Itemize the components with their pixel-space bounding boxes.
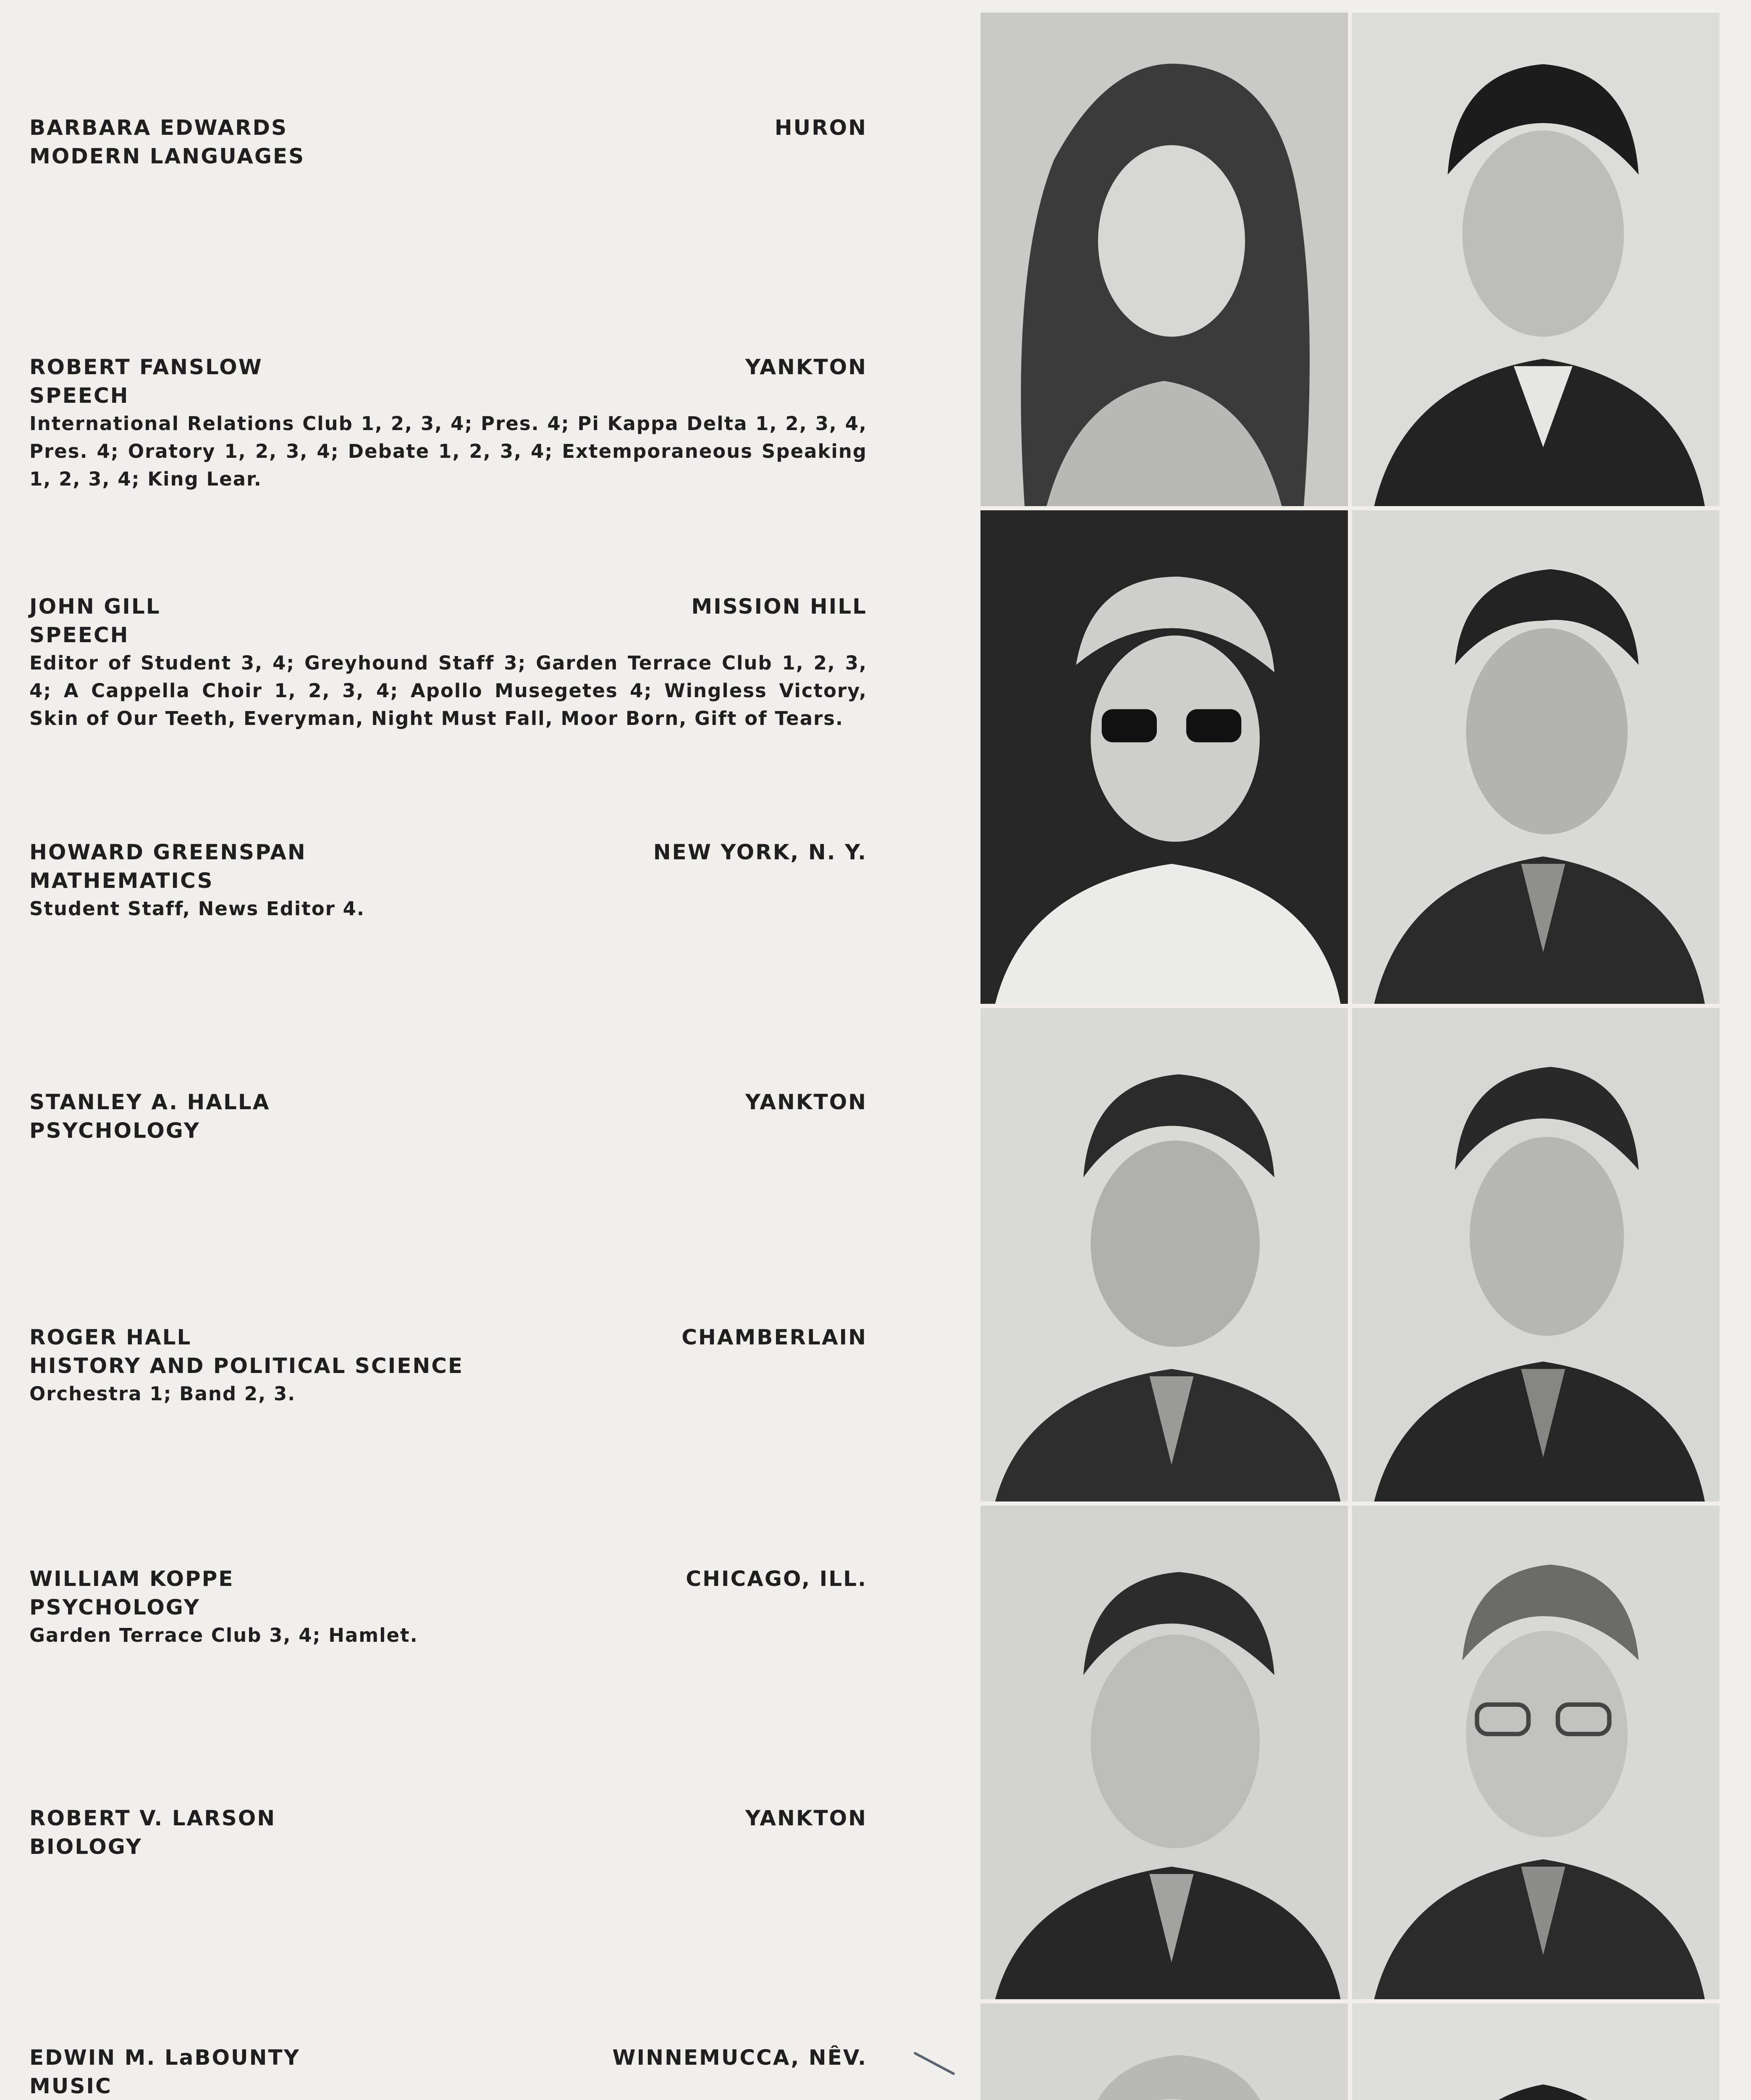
- student-name: BARBARA EDWARDS: [29, 116, 288, 140]
- student-hometown: NEW YORK, N. Y.: [653, 840, 867, 864]
- portrait-image: [980, 510, 1348, 1004]
- student-entry: [29, 838, 867, 923]
- student-major: MUSIC: [29, 2074, 112, 2098]
- student-name: ROBERT V. LARSON: [29, 1806, 276, 1830]
- portrait-photo: [980, 1008, 1348, 1502]
- portrait-image: [1352, 1008, 1720, 1502]
- pencil-mark: [913, 2052, 955, 2076]
- student-hometown: CHICAGO, ILL.: [686, 1567, 867, 1591]
- student-activities: International Relations Club 1, 2, 3, 4; Pres. 4; Pi Kappa Delta 1, 2, 3, 4, Pres. 4; Oratory 1, 2, 3, 4; Debate 1, 2, 3, 4; Extemporaneous Speaking 1, 2, 3, 4; King Lear.: [29, 412, 867, 490]
- portrait-photo: [1352, 13, 1720, 506]
- portrait-image: [1352, 1506, 1720, 1999]
- portrait-photo: [980, 510, 1348, 1004]
- portrait-image: [1352, 510, 1720, 1004]
- student-major: PSYCHOLOGY: [29, 1118, 200, 1143]
- student-major: MODERN LANGUAGES: [29, 144, 305, 168]
- student-major: MATHEMATICS: [29, 869, 214, 893]
- student-major: SPEECH: [29, 383, 129, 408]
- student-entry: [29, 592, 867, 732]
- portrait-photo: [1352, 1506, 1720, 1999]
- student-activities: Student Staff, News Editor 4.: [29, 898, 365, 920]
- student-name: ROGER HALL: [29, 1325, 192, 1349]
- student-activities: Editor of Student 3, 4; Greyhound Staff 3; Garden Terrace Club 1, 2, 3, 4; A Cappella Choir 1, 2, 3, 4; Apollo Musegetes 4; Wingless Victory, Skin of Our Teeth, Everyman, Night Must Fall, Moor Born, Gift of Tears.: [29, 652, 867, 730]
- student-major: HISTORY AND POLITICAL SCIENCE: [29, 1354, 464, 1378]
- student-name: ROBERT FANSLOW: [29, 355, 263, 379]
- student-hometown: YANKTON: [745, 1806, 867, 1830]
- portrait-photo: [1352, 1008, 1720, 1502]
- portrait-image: [980, 2003, 1348, 2100]
- portrait-image: [980, 1008, 1348, 1502]
- student-activities: Orchestra 1; Band 2, 3.: [29, 1383, 296, 1405]
- student-hometown: WINNEMUCCA, NÊV.: [612, 2045, 867, 2070]
- student-name: JOHN GILL: [29, 594, 161, 619]
- student-name: STANLEY A. HALLA: [29, 1090, 270, 1114]
- student-name: EDWIN M. LaBOUNTY: [29, 2045, 300, 2070]
- student-entry: [29, 2043, 867, 2100]
- student-hometown: CHAMBERLAIN: [682, 1325, 867, 1349]
- student-major: BIOLOGY: [29, 1835, 142, 1859]
- portrait-photo: [980, 1506, 1348, 1999]
- student-entry: [29, 1804, 867, 1861]
- student-name: HOWARD GREENSPAN: [29, 840, 307, 864]
- student-entry: [29, 113, 867, 171]
- portrait-photo: [1352, 510, 1720, 1004]
- student-hometown: MISSION HILL: [691, 594, 867, 619]
- portrait-grid: [980, 13, 1728, 2100]
- student-major: SPEECH: [29, 623, 129, 647]
- student-hometown: HURON: [774, 116, 867, 140]
- portrait-photo: [980, 2003, 1348, 2100]
- student-activities: Garden Terrace Club 3, 4; Hamlet.: [29, 1624, 418, 1646]
- student-entry: [29, 1323, 867, 1408]
- portrait-photo: [980, 13, 1348, 506]
- student-entry: [29, 1088, 867, 1145]
- student-entry: [29, 1564, 867, 1649]
- portrait-photo: [1352, 2003, 1720, 2100]
- student-hometown: YANKTON: [745, 355, 867, 379]
- student-name: WILLIAM KOPPE: [29, 1567, 234, 1591]
- student-entry: [29, 353, 867, 493]
- portrait-image: [980, 1506, 1348, 1999]
- student-major: PSYCHOLOGY: [29, 1595, 200, 1620]
- portrait-image: [1352, 2003, 1720, 2100]
- portrait-image: [1352, 13, 1720, 506]
- student-hometown: YANKTON: [745, 1090, 867, 1114]
- portrait-image: [980, 13, 1348, 506]
